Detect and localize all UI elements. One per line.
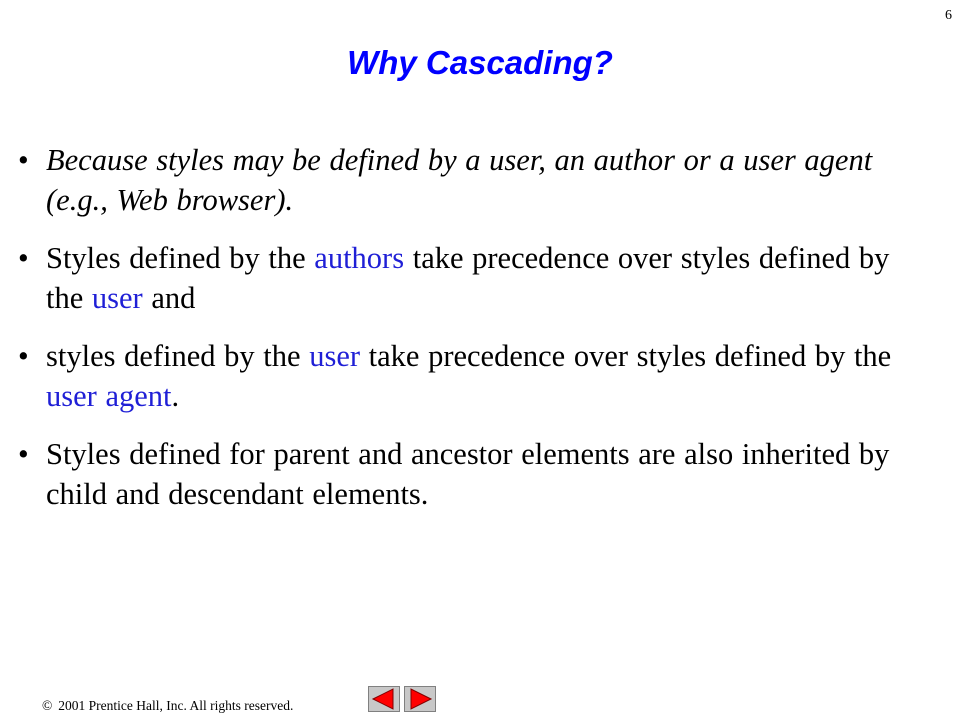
highlighted-term: authors [314,241,405,275]
bullet-item [0,140,906,220]
next-slide-button[interactable] [404,686,436,712]
bullet-icon: • [18,143,29,177]
bullet-text: . [171,379,180,413]
bullet-icon: • [18,437,29,471]
bullet-icon: • [18,241,29,275]
bullet-item [0,238,906,318]
left-arrow-icon [369,687,399,711]
slide-title: Why Cascading? [347,44,613,81]
right-arrow-icon [405,687,435,711]
highlighted-term: user [91,281,143,315]
page-number: 6 [945,8,952,23]
bullet-text: take precedence over styles defined by the [360,339,892,373]
bullet-text: Styles defined by the [46,241,315,275]
bullet-text: and [142,281,196,315]
bullet-text: Because styles may be defined by a user, an author or a user agent (e.g., Web browser). [46,143,873,217]
bullet-text: Styles defined for parent and ancestor elements are also inherited by child and descendant elements. [46,437,890,511]
bullet-text: styles defined by the [46,339,310,373]
copyright-footer [42,698,293,714]
bullet-item [0,434,906,514]
slide-navigation [368,686,436,712]
bullet-text: take precedence over styles defined by the [46,241,890,315]
previous-slide-button[interactable] [368,686,400,712]
bullet-item [0,336,906,416]
highlighted-term: user agent [46,379,172,413]
copyright-text: 2001 Prentice Hall, Inc. All rights reserved. [58,698,294,713]
bullet-list [0,140,960,532]
copyright-icon: © [42,698,53,713]
highlighted-term: user [309,339,361,373]
bullet-icon: • [18,339,29,373]
